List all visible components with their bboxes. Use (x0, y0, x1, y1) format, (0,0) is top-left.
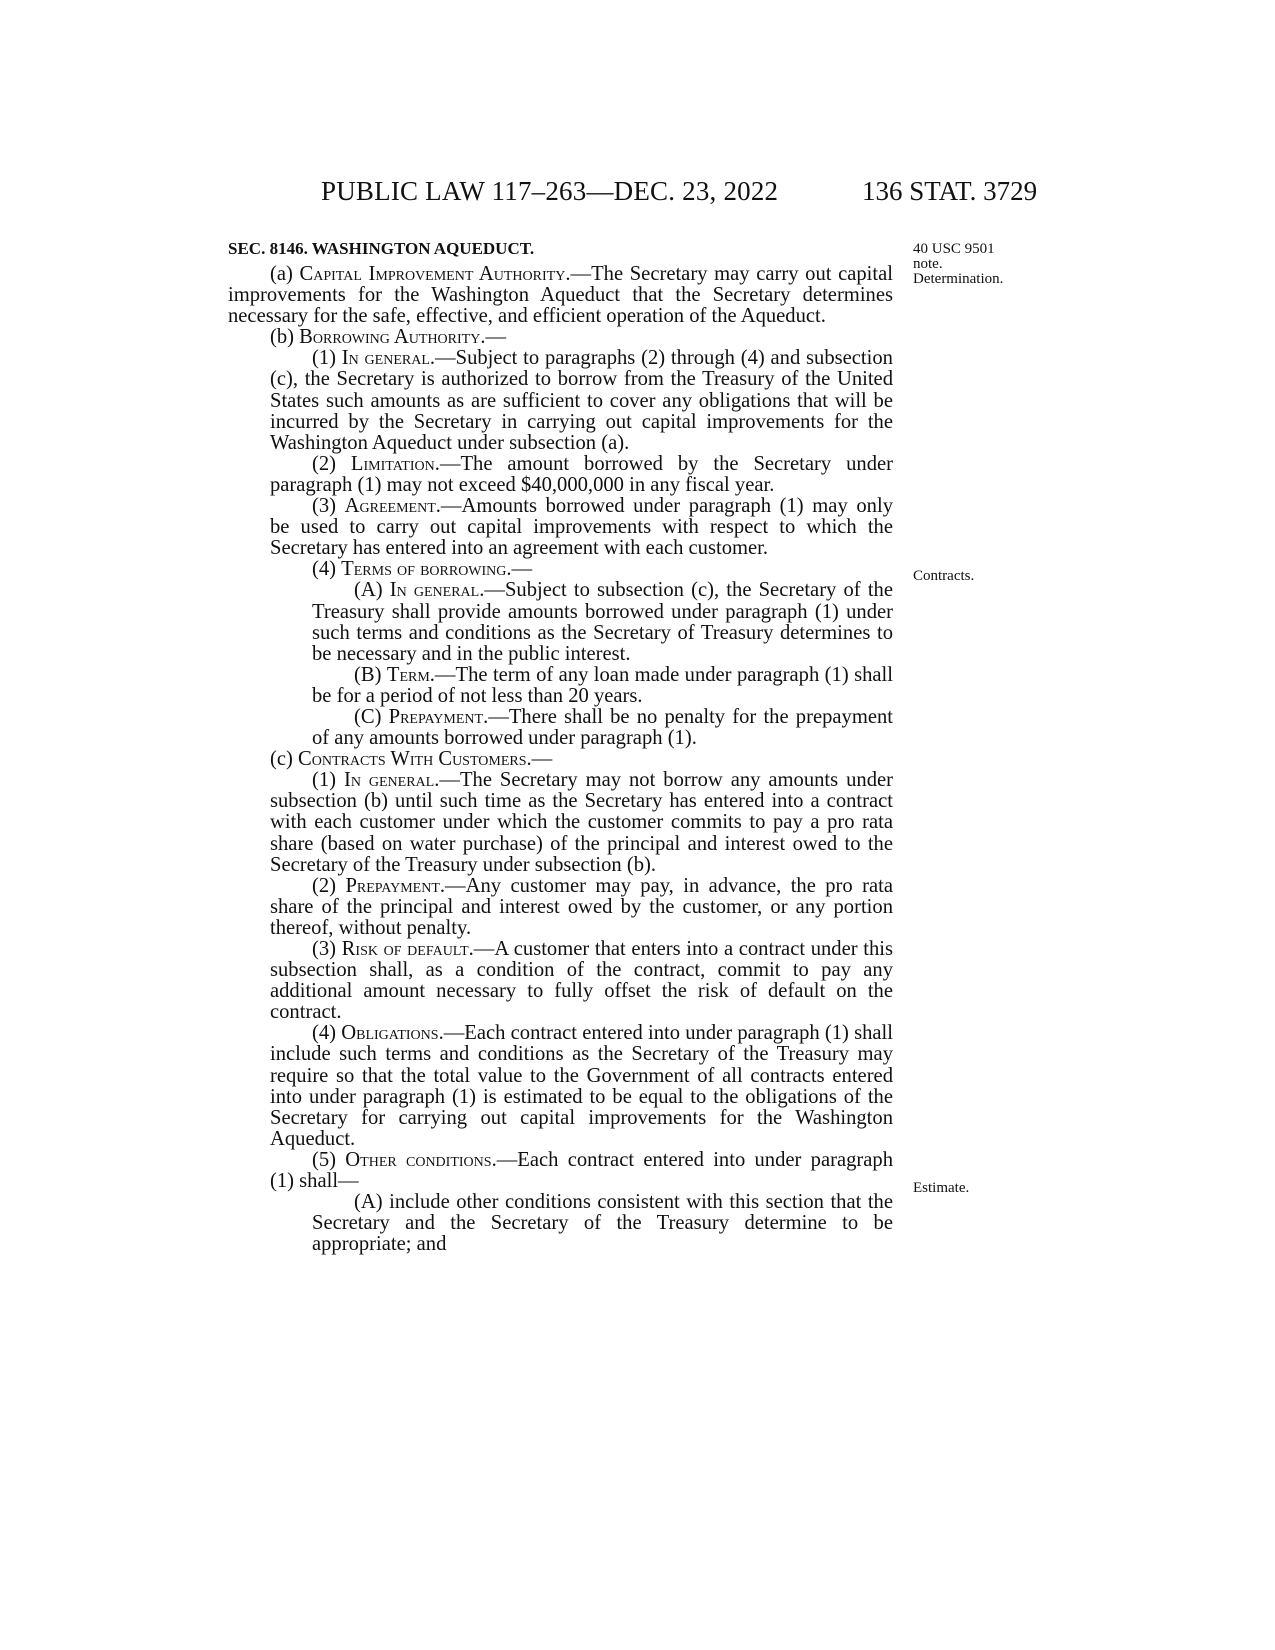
label: (A) (354, 579, 390, 602)
statute-page-reference: 136 STAT. 3729 (862, 176, 1038, 206)
paragraph-heading: Other conditions (345, 1148, 492, 1171)
text: .—Subject to subsection (c), the Secretary of the Treasury shall provide amounts borrowed under paragraph (1) under such terms and conditions as the Secretary of Treasury determines to be necessary and in the public interest. (312, 579, 893, 665)
paragraph-c1 (228, 770, 893, 875)
paragraph-c5 (228, 1150, 893, 1192)
label: (1) (312, 347, 342, 370)
text: .—There shall be no penalty for the prepayment of any amounts borrowed under paragraph (1). (312, 705, 894, 750)
margin-note-estimate: Estimate. (913, 1180, 970, 1196)
paragraph-heading: Agreement (344, 495, 436, 518)
paragraph-heading: Prepayment (345, 874, 440, 897)
text: (A) include other conditions consistent with this section that the Secretary and the Secretary of the Treasury determine to be appropriate; and (312, 1191, 893, 1256)
margin-note-line: Determination. (913, 271, 1004, 287)
text: .— (526, 748, 553, 771)
subparagraph-heading: Prepayment (388, 705, 484, 728)
text: .—Amounts borrowed under paragraph (1) may only be used to carry out capital improvements with respect to which the Secretary has entered into an agreement with each customer. (270, 495, 893, 560)
subparagraph-b4C (228, 707, 893, 749)
text: .—A customer that enters into a contract under this subsection shall, as a condition of the contract, commit to pay any additional amount necessary to fully offset the risk of default on the contract. (270, 938, 894, 1024)
label: (b) (270, 326, 300, 349)
running-header (0, 176, 1275, 216)
paragraph-heading: Limitation (350, 452, 435, 475)
paragraph-heading: Terms of borrowing (341, 558, 507, 581)
subparagraph-heading: Term (386, 663, 430, 686)
margin-note-citation (913, 242, 1003, 287)
subsection-b (228, 327, 893, 348)
label: (3) (312, 495, 345, 518)
subparagraph-c5A (228, 1192, 893, 1255)
subsection-heading: Capital Improvement Authority (299, 263, 566, 285)
label: (c) (270, 748, 299, 771)
margin-note-contracts: Contracts. (913, 568, 975, 584)
subsection-heading: Borrowing Authority (299, 326, 481, 349)
subparagraph-b4B (228, 665, 893, 707)
subsection-heading: Contracts With Customers (298, 748, 527, 771)
subparagraph-b4A (228, 580, 893, 664)
label: (2) (312, 452, 351, 475)
text: .—The Secretary may carry out capital improvements for the Washington Aqueduct that the Secretary determines necessary for the safe, effective, and efficient operation of the Aqueduct. (228, 263, 893, 328)
paragraph-c4 (228, 1023, 893, 1150)
margin-note-line: note. (913, 256, 943, 272)
label: (4) (312, 558, 342, 581)
label: (2) (312, 874, 346, 897)
text: .—Each contract entered into under paragraph (1) shall include such terms and conditions as the Secretary of the Treasury may require so that the total value to the Government of all contracts entered into under paragraph (1) is estimated to be equal to the obligations of the Secretary for carrying out capital improvements for the Washington Aqueduct. (270, 1022, 893, 1150)
body-text (228, 238, 893, 1255)
text: .— (480, 326, 507, 349)
paragraph-heading: In general (343, 769, 435, 792)
label: (B) (354, 663, 387, 686)
paragraph-b2 (228, 454, 893, 496)
paragraph-heading: Obligations (341, 1022, 439, 1045)
label: (1) (312, 769, 344, 792)
paragraph-b4 (228, 559, 893, 580)
label: (a) (270, 263, 300, 285)
subsection-a (228, 264, 893, 327)
paragraph-b1 (228, 348, 893, 453)
paragraph-b3 (228, 496, 893, 559)
subsection-c (228, 749, 893, 770)
text: .—The term of any loan made under paragraph (1) shall be for a period of not less than 20 years. (312, 663, 893, 707)
margin-note-line: 40 USC 9501 (913, 241, 995, 257)
text: .—Each contract entered into under paragraph (1) shall— (270, 1148, 894, 1193)
paragraph-c2 (228, 876, 893, 939)
paragraph-heading: In general (341, 347, 430, 370)
label: (C) (354, 705, 389, 728)
paragraph-c3 (228, 939, 893, 1023)
section-heading: SEC. 8146. WASHINGTON AQUEDUCT. (228, 239, 535, 258)
text: .—The Secretary may not borrow any amounts under subsection (b) until such time as the Secretary has entered into a contract with each customer under which the customer commits to pay a pro rata share (based on water purchase) of the principal and interest owed to the Secretary of the Treasury under subsection (b). (270, 769, 893, 876)
paragraph-heading: Risk of default (341, 938, 469, 960)
label: (4) (312, 1022, 342, 1045)
text: .—Any customer may pay, in advance, the pro rata share of the principal and interest owed by the customer, or any portion thereof, without penalty. (270, 874, 893, 939)
text: .— (506, 558, 533, 581)
label: (5) (312, 1148, 346, 1171)
text: .—The amount borrowed by the Secretary under paragraph (1) may not exceed $40,000,000 in any fiscal year. (270, 452, 893, 496)
subparagraph-heading: In general (389, 579, 480, 602)
running-title: PUBLIC LAW 117–263—DEC. 23, 2022 (321, 176, 779, 206)
label: (3) (312, 938, 342, 960)
text: .—Subject to paragraphs (2) through (4) and subsection (c), the Secretary is authorized to borrow from the Treasury of the United States such amounts as are sufficient to cover any obligations that will be incurred by the Secretary in carrying out capital improvements for the Washington Aqueduct under subsection (a). (270, 347, 893, 454)
